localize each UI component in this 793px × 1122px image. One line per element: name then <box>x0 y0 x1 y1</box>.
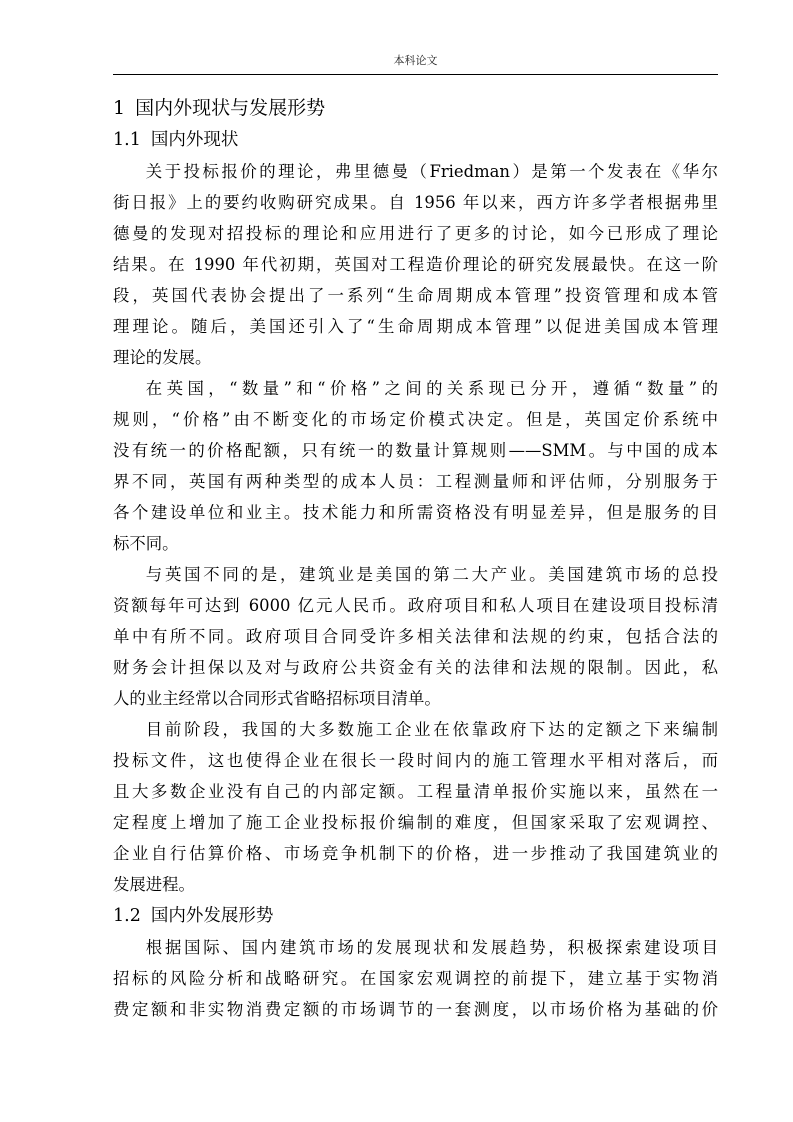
page-content <box>113 92 718 1025</box>
paragraph <box>113 156 718 373</box>
text-line: 定程度上增加了施工企业投标报价编制的难度，但国家采取了宏观调控、 <box>113 813 718 832</box>
text-line: 根据国际、国内建筑市场的发展现状和发展趋势，积极探索建设项目 <box>145 938 718 957</box>
text-line: 规则，“价格”由不断变化的市场定价模式决定。但是，英国定价系统中 <box>113 410 718 429</box>
paragraph <box>113 932 718 1025</box>
text-line: 资额每年可达到 6000 亿元人民币。政府项目和私人项目在建设项目投标清 <box>113 596 718 615</box>
section-1-1-number: 1.1 <box>113 130 141 150</box>
running-header: 本科论文 <box>393 54 438 67</box>
text-line: 目前阶段，我国的大多数施工企业在依靠政府下达的定额之下来编制 <box>145 720 718 739</box>
text-line: 人的业主经常以合同形式省略招标项目清单。 <box>113 689 441 708</box>
section-1-2-heading <box>113 900 718 932</box>
text-line: 且大多数企业没有自己的内部定额。工程量清单报价实施以来，虽然在一 <box>113 782 718 801</box>
paragraph <box>113 559 718 714</box>
text-line: 各个建设单位和业主。技术能力和所需资格没有明显差异，但是服务的目 <box>113 503 718 522</box>
text-line: 单中有所不同。政府项目合同受许多相关法律和法规的约束，包括合法的 <box>113 627 718 646</box>
text-line: 费定额和非实物消费定额的市场调节的一套测度，以市场价格为基础的价 <box>113 1000 718 1019</box>
text-line: 在英国，“数量”和“价格”之间的关系现已分开，遵循“数量”的 <box>145 379 718 398</box>
section-1-2-number: 1.2 <box>113 906 141 926</box>
text-line: 关于投标报价的理论，弗里德曼（Friedman）是第一个发表在《华尔 <box>145 162 718 181</box>
text-line: 财务会计担保以及对与政府公共资金有关的法律和法规的限制。因此，私 <box>113 658 718 677</box>
section-1-1-title: 国内外现状 <box>150 130 239 150</box>
text-line: 发展进程。 <box>113 875 195 894</box>
text-line: 段，英国代表协会提出了一系列“生命周期成本管理”投资管理和成本管 <box>113 286 718 305</box>
text-line: 与英国不同的是，建筑业是美国的第二大产业。美国建筑市场的总投 <box>145 565 718 584</box>
text-line: 街日报》上的要约收购研究成果。自 1956 年以来，西方许多学者根据弗里 <box>113 193 718 212</box>
text-line: 投标文件，这也使得企业在很长一段时间内的施工管理水平相对落后，而 <box>113 751 718 770</box>
text-line: 没有统一的价格配额，只有统一的数量计算规则——SMM。与中国的成本 <box>113 441 718 460</box>
section-1-title: 国内外现状与发展形势 <box>135 97 326 119</box>
paragraph <box>113 714 718 900</box>
text-line: 界不同，英国有两种类型的成本人员：工程测量师和评估师，分别服务于 <box>113 472 718 491</box>
section-1-heading <box>113 92 718 124</box>
section-1-2-body <box>113 932 718 1025</box>
text-line: 企业自行估算价格、市场竞争机制下的价格，进一步推动了我国建筑业的 <box>113 844 718 863</box>
text-line: 结果。在 1990 年代初期，英国对工程造价理论的研究发展最快。在这一阶 <box>113 255 718 274</box>
section-1-2-title: 国内外发展形势 <box>150 906 274 926</box>
section-1-number: 1 <box>113 97 126 119</box>
text-line: 理论的发展。 <box>113 348 212 367</box>
text-line: 德曼的发现对招投标的理论和应用进行了更多的讨论，如今已形成了理论 <box>113 224 718 243</box>
header-rule <box>113 74 718 75</box>
text-line: 招标的风险分析和战略研究。在国家宏观调控的前提下，建立基于实物消 <box>113 969 718 988</box>
section-1-1-heading <box>113 124 718 156</box>
text-line: 标不同。 <box>113 534 179 553</box>
text-line: 理理论。随后，美国还引入了“生命周期成本管理”以促进美国成本管理 <box>113 317 718 336</box>
paragraph <box>113 373 718 559</box>
section-1-1-body <box>113 156 718 900</box>
